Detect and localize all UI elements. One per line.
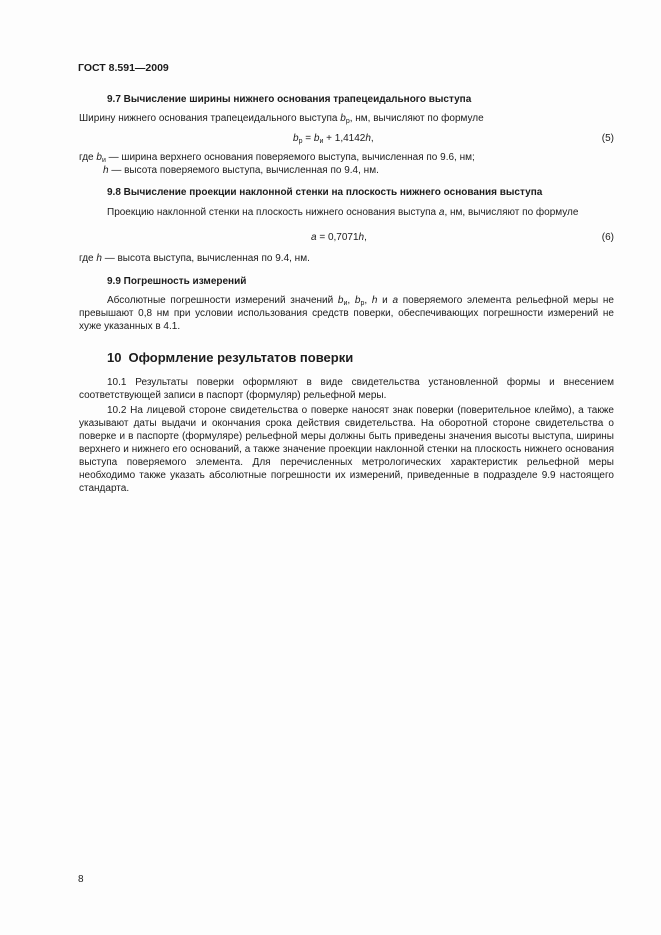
paragraph-10-1: 10.1 Результаты поверки оформляют в виде свидетельства установленной формы и внесением соответствующей записи в паспорт (формуляр) рельефной меры. [79,377,614,401]
equation-number-5: (5) [601,133,614,144]
section-9-8-intro: Проекцию наклонной стенки на плоскость нижнего основания выступа a, нм, вычисляют по формуле [107,207,579,218]
section-9-8-title: 9.8 Вычисление проекции наклонной стенки на плоскость нижнего основания выступа [107,187,543,198]
page-number: 8 [78,874,84,885]
formula-5: $b_р = b_и + 1,4142h$, [293,133,374,145]
section-9-9-paragraph: Абсолютные погрешности измерений значений $b_и$, $b_р$, h и a поверяемого элемента рельефной меры не превышают 0,8 нм при условии использования средств поверки, обеспечивающих погрешности измерений не хуже указанных в 4.1. [79,295,614,332]
paragraph-10-2: 10.2 На лицевой стороне свидетельства о поверке наносят знак поверки (поверительное клеймо), а также указывают даты выдачи и окончания срока действия свидетельства. На оборотной стороне свидетельства о поверке и в паспорте (формуляре) рельефной меры должны быть приведены значения высоты выступа, ширины верхнего и нижнего его оснований, а также значение проекции наклонной стенки на плоскость нижнего основания выступа поверяемого элемента. Для перечисленных метрологических характеристик рельефной меры необходимо также указать абсолютные погрешности их измерений, приведенные в подразделе 9.9 настоящего стандарта. [79,405,614,494]
document-header: ГОСТ 8.591—2009 [78,62,169,74]
section-9-7-intro: Ширину нижнего основания трапецеидального выступа $b_р$, нм, вычисляют по формуле [79,113,484,125]
where-h-definition-2: где h — высота выступа, вычисленная по 9.4, нм. [79,253,310,264]
section-9-9-title: 9.9 Погрешность измерений [107,276,247,287]
formula-6: a = 0,7071h, [311,232,367,243]
where-b-definition: где $b_и$ — ширина верхнего основания поверяемого выступа, вычисленная по 9.6, нм; [79,152,475,164]
where-h-definition: h — высота поверяемого выступа, вычисленная по 9.4, нм. [103,165,379,176]
equation-number-6: (6) [601,232,614,243]
section-9-7-title: 9.7 Вычисление ширины нижнего основания трапецеидального выступа [107,94,472,105]
section-10-title: 10 Оформление результатов поверки [107,350,354,365]
